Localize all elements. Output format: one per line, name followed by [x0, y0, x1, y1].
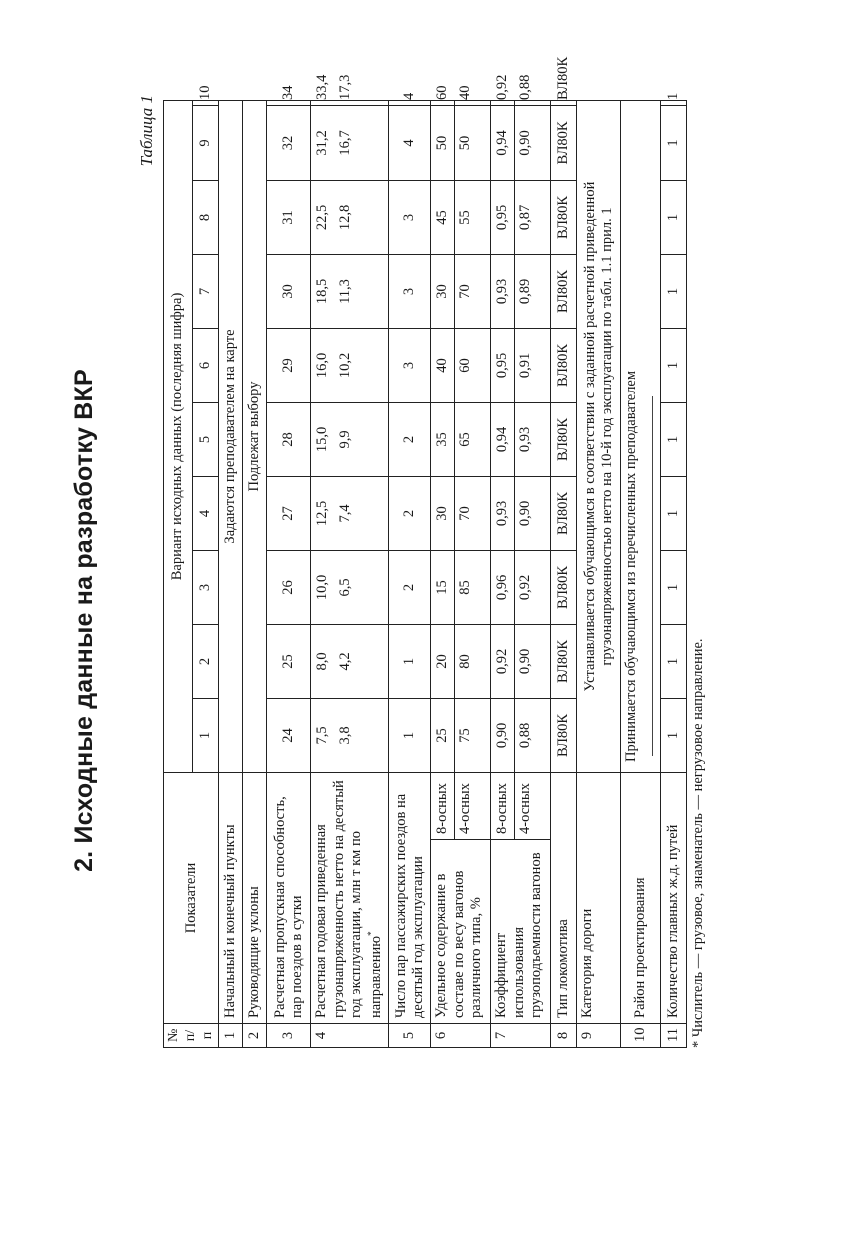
row-label: Число пар пассажирских поездов на десятый год эксплуатации [389, 772, 431, 1023]
header-row-1 [164, 101, 193, 1048]
table-label: Таблица 1 [137, 95, 156, 167]
cell-value: 0,92 [491, 101, 515, 106]
cell-value: ВЛ80К [551, 180, 577, 254]
variant-header: 6 [192, 328, 219, 402]
cell-value: 1 [389, 698, 431, 772]
header-variant: Вариант исходных данных (последняя шифра) [164, 101, 193, 773]
cell-value: 40 [431, 328, 455, 402]
cell-value: 25 [431, 698, 455, 772]
cell-value: 18,5 [311, 254, 335, 328]
cell-value: 60 [431, 101, 455, 106]
row-number: 7 [491, 1024, 551, 1048]
table-row [219, 101, 243, 1048]
row-label: Расчетная пропускная способность, пар поездов в сутки [267, 772, 311, 1023]
cell-value: 3 [389, 328, 431, 402]
cell-value: 0,96 [491, 550, 515, 624]
header-num: № п/п [164, 1024, 219, 1048]
table-row [551, 101, 577, 1048]
cell-value: 9,9 [335, 402, 389, 476]
footnote-marker: * [365, 931, 376, 936]
row-number: 6 [431, 1024, 491, 1048]
row-value-text: Принимается обучающимся из перечисленных преподавателем [623, 370, 640, 762]
cell-value: 2 [389, 402, 431, 476]
variant-header: 2 [192, 624, 219, 698]
row-value-line: Устанавливается обучающимся в соответствии с заданной расчетной приведенной [581, 181, 598, 692]
cell-value: ВЛ80К [551, 402, 577, 476]
cell-value: 8,0 [311, 624, 335, 698]
row-number: 8 [551, 1024, 577, 1048]
variant-header: 5 [192, 402, 219, 476]
cell-value: 26 [267, 550, 311, 624]
cell-value: 85 [455, 550, 491, 624]
cell-value: ВЛ80К [551, 624, 577, 698]
cell-value: 55 [455, 180, 491, 254]
variant-header: 10 [192, 101, 219, 106]
row-number: 1 [219, 1024, 243, 1048]
cell-value: 0,90 [491, 698, 515, 772]
row-value-merged [577, 101, 621, 773]
cell-value: 50 [431, 105, 455, 180]
cell-value: 29 [267, 328, 311, 402]
variant-header: 8 [192, 180, 219, 254]
table-row [267, 101, 311, 1048]
variant-header: 1 [192, 698, 219, 772]
cell-value: 24 [267, 698, 311, 772]
row-number: 2 [243, 1024, 267, 1048]
cell-value: 65 [455, 402, 491, 476]
cell-value: 0,93 [515, 402, 551, 476]
cell-value: ВЛ80К [551, 254, 577, 328]
cell-value: 0,94 [491, 105, 515, 180]
cell-value: 1 [661, 476, 687, 550]
row-sublabel: 8-осных [491, 772, 515, 839]
cell-value: 25 [267, 624, 311, 698]
cell-value: 31,2 [311, 105, 335, 180]
cell-value: 70 [455, 254, 491, 328]
cell-value: 16,0 [311, 328, 335, 402]
cell-value: 1 [661, 105, 687, 180]
cell-value: 12,5 [311, 476, 335, 550]
data-table [163, 56, 687, 1048]
cell-value: 31 [267, 180, 311, 254]
cell-value: 0,93 [491, 476, 515, 550]
cell-value: 1 [661, 101, 687, 106]
row-value-line: грузонапряженностью нетто на 10-й год эксплуатации по табл. 1.1 прил. 1 [598, 207, 615, 666]
row-label: Категория дороги [577, 772, 621, 1023]
row-number: 5 [389, 1024, 431, 1048]
table-row [311, 101, 335, 1048]
row-value-merged: Задаются преподавателем на карте [219, 101, 243, 773]
cell-value: 0,89 [515, 254, 551, 328]
row-label: Тип локомотива [551, 772, 577, 1023]
cell-value: 0,95 [491, 328, 515, 402]
row-value-merged: Подлежат выбору [243, 101, 267, 773]
cell-value: ВЛ80К [551, 328, 577, 402]
cell-value: 3 [389, 180, 431, 254]
cell-value: ВЛ80К [551, 698, 577, 772]
cell-value: 4 [389, 105, 431, 180]
table-row [243, 101, 267, 1048]
cell-value: 70 [455, 476, 491, 550]
cell-value: 30 [267, 254, 311, 328]
row-number: 10 [621, 1024, 661, 1048]
cell-value: ВЛ80К [551, 101, 577, 106]
cell-value: 1 [661, 180, 687, 254]
cell-value: 0,90 [515, 624, 551, 698]
cell-value: 22,5 [311, 180, 335, 254]
cell-value: 0,87 [515, 180, 551, 254]
cell-value: 7,5 [311, 698, 335, 772]
cell-value: 7,4 [335, 476, 389, 550]
row-sublabel: 4-осных [455, 772, 491, 839]
cell-value: 3,8 [335, 698, 389, 772]
cell-value: 4 [389, 101, 431, 106]
cell-value: 1 [661, 550, 687, 624]
cell-value: 4,2 [335, 624, 389, 698]
cell-value: 11,3 [335, 254, 389, 328]
page-title: 2. Исходные данные на разработку ВКР [70, 369, 98, 872]
cell-value: 80 [455, 624, 491, 698]
row-label: Удельное содержание в составе по весу вагонов различного типа, % [431, 840, 491, 1024]
variant-header: 4 [192, 476, 219, 550]
row-label: Начальный и конечный пункты [219, 772, 243, 1023]
row-number: 3 [267, 1024, 311, 1048]
cell-value: 30 [431, 476, 455, 550]
cell-value: 0,93 [491, 254, 515, 328]
cell-value: 0,95 [491, 180, 515, 254]
cell-value: 45 [431, 180, 455, 254]
table-row [621, 101, 661, 1048]
table-row [661, 101, 687, 1048]
row-sublabel: 8-осных [431, 772, 455, 839]
cell-value: 10,2 [335, 328, 389, 402]
table-row [431, 101, 455, 1048]
cell-value: 16,7 [335, 105, 389, 180]
row-sublabel: 4-осных [515, 772, 551, 839]
row-label: Количество главных ж.д. путей [661, 772, 687, 1023]
cell-value: 0,94 [491, 402, 515, 476]
row-number: 4 [311, 1024, 389, 1048]
cell-value: 15,0 [311, 402, 335, 476]
row-number: 11 [661, 1024, 687, 1048]
cell-value: 1 [661, 698, 687, 772]
cell-value: 33,4 [311, 101, 335, 106]
cell-value: 60 [455, 328, 491, 402]
footnote: * Числитель — грузовое, знаменатель — негрузовое направление. [690, 638, 706, 1048]
cell-value: 2 [389, 550, 431, 624]
row-label-text: Расчетная годовая приведенная грузонапряженность нетто на десятый год эксплуатации, млн т км по направлению [313, 780, 384, 1018]
cell-value: 12,8 [335, 180, 389, 254]
row-number: 9 [577, 1024, 621, 1048]
cell-value: 34 [267, 101, 311, 106]
cell-value: ВЛ80К [551, 105, 577, 180]
cell-value: 10,0 [311, 550, 335, 624]
row-label: Руководящие уклоны [243, 772, 267, 1023]
header-indicators: Показатели [164, 772, 219, 1023]
cell-value: 1 [661, 254, 687, 328]
cell-value: 6,5 [335, 550, 389, 624]
cell-value: 0,90 [515, 105, 551, 180]
cell-value: 27 [267, 476, 311, 550]
cell-value: 1 [661, 328, 687, 402]
underline-rule [643, 396, 653, 756]
cell-value: 20 [431, 624, 455, 698]
row-label [311, 772, 389, 1023]
cell-value: 15 [431, 550, 455, 624]
table-row [577, 101, 621, 1048]
cell-value: 17,3 [335, 101, 389, 106]
variant-header: 3 [192, 550, 219, 624]
cell-value: 35 [431, 402, 455, 476]
cell-value: 30 [431, 254, 455, 328]
cell-value: 50 [455, 105, 491, 180]
cell-value: 1 [389, 624, 431, 698]
cell-value: 0,90 [515, 476, 551, 550]
cell-value: 0,92 [491, 624, 515, 698]
cell-value: 32 [267, 105, 311, 180]
cell-value: ВЛ80К [551, 550, 577, 624]
table-row [389, 101, 431, 1048]
cell-value: 0,88 [515, 101, 551, 106]
row-value-merged [621, 101, 661, 773]
cell-value: 0,92 [515, 550, 551, 624]
cell-value: 1 [661, 624, 687, 698]
variant-header: 7 [192, 254, 219, 328]
cell-value: ВЛ80К [551, 476, 577, 550]
row-label: Район проектирования [621, 772, 661, 1023]
cell-value: 0,88 [515, 698, 551, 772]
cell-value: 2 [389, 476, 431, 550]
cell-value: 1 [661, 402, 687, 476]
table-row [491, 101, 515, 1048]
cell-value: 0,91 [515, 328, 551, 402]
cell-value: 28 [267, 402, 311, 476]
cell-value: 75 [455, 698, 491, 772]
cell-value: 40 [455, 101, 491, 106]
row-label: Коэффициент использования грузоподъемности вагонов [491, 840, 551, 1024]
variant-header: 9 [192, 105, 219, 180]
cell-value: 3 [389, 254, 431, 328]
